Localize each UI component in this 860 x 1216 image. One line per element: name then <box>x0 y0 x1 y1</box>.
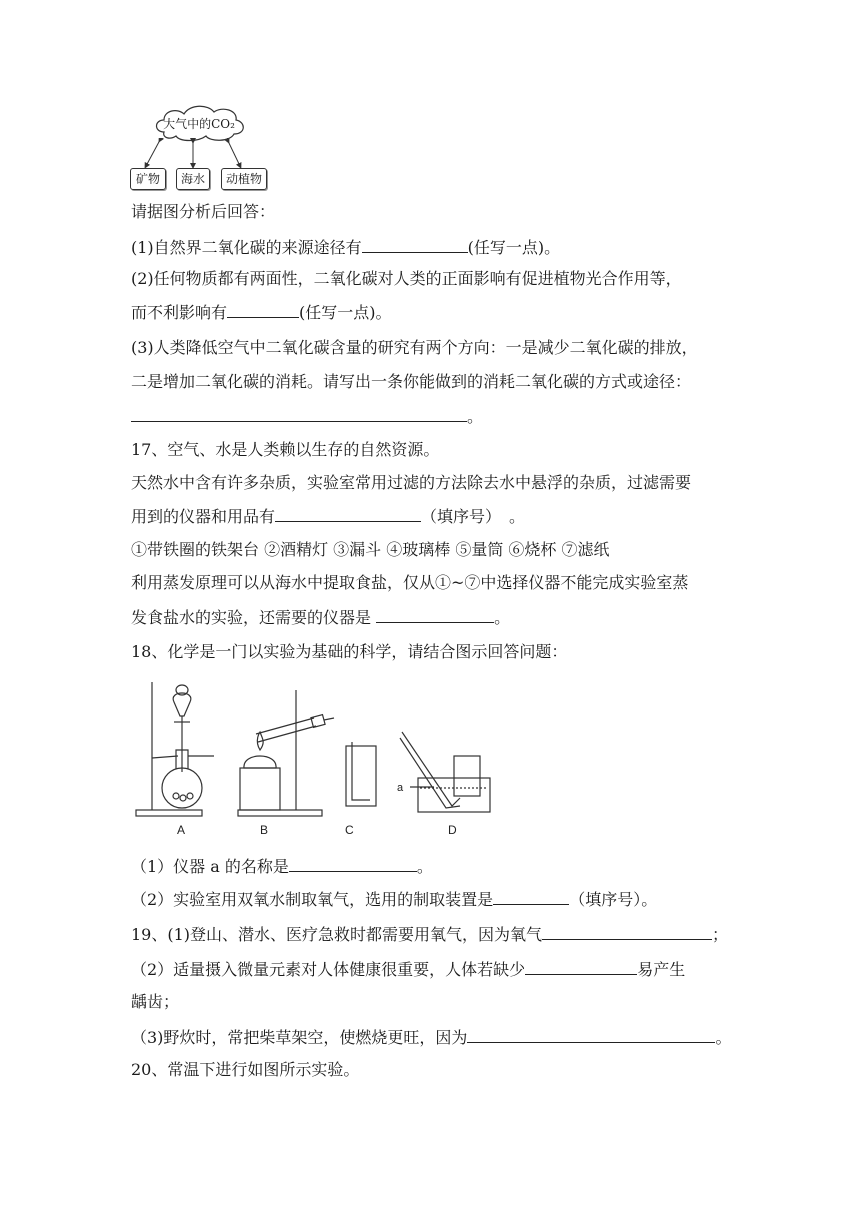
q16-p3-end: 。 <box>467 407 484 426</box>
alcohol-lamp <box>244 756 276 768</box>
arrow-life <box>228 141 240 166</box>
stand-b-base <box>238 810 322 816</box>
q19-line4 <box>131 1026 731 1049</box>
answer-blank[interactable] <box>227 301 299 318</box>
q18-sub2 <box>131 888 657 911</box>
box-organisms: 动植物 <box>221 168 267 190</box>
q16-part3-line3 <box>131 405 483 428</box>
answer-blank[interactable] <box>289 855 417 872</box>
q18-sub1 <box>131 855 433 878</box>
apparatus-label-a: A <box>177 823 186 837</box>
delivery-tube-d <box>402 732 460 806</box>
q19-l1-end: ； <box>712 925 729 944</box>
answer-blank[interactable] <box>376 606 494 623</box>
gas-jar-c <box>346 746 376 806</box>
q19-l2-end: 易产生 <box>637 960 686 979</box>
diagram-arrows <box>130 138 260 170</box>
answer-blank[interactable] <box>467 1026 715 1043</box>
q19-l4-end: 。 <box>715 1028 732 1047</box>
box-seawater: 海水 <box>176 168 210 190</box>
q16-part2-line1: (2)任何物质都有两面性，二氧化碳对人类的正面影响有促进植物光合作用等， <box>131 269 682 288</box>
stand-a-base <box>136 810 202 816</box>
bubble <box>187 793 193 799</box>
stand-a-clamp <box>152 756 178 758</box>
q19-line1 <box>131 923 728 946</box>
bubble <box>173 793 179 799</box>
q17-l5-text: 发食盐水的实验，还需要的仪器是 <box>131 608 377 627</box>
q18-title: 18、化学是一门以实验为基础的科学，请结合图示回答问题： <box>131 642 568 661</box>
flask-a <box>162 768 202 808</box>
q16-part3-line2: 二是增加二氧化碳的消耗。请写出一条你能做到的消耗二氧化碳的方式或途径： <box>131 372 692 391</box>
cloud-label-wrap <box>155 106 243 140</box>
q17-l2-hint: （填序号） 。 <box>421 507 526 526</box>
q16-intro: 请据图分析后回答： <box>131 202 276 221</box>
tube-b-outlet <box>324 718 334 720</box>
arrow-mineral <box>146 140 160 166</box>
answer-blank[interactable] <box>275 505 421 522</box>
q18-s1-text: （1）仪器 a 的名称是 <box>131 857 289 876</box>
q17-options: ①带铁圈的铁架台 ②酒精灯 ③漏斗 ④玻璃棒 ⑤量筒 ⑥烧杯 ⑦滤纸 <box>131 540 610 559</box>
collecting-bottle-d <box>454 756 480 796</box>
answer-blank[interactable] <box>362 236 468 253</box>
apparatus-label-d: D <box>448 823 457 837</box>
lamp-block <box>240 768 280 810</box>
q17-title: 17、空气、水是人类赖以生存的自然资源。 <box>131 440 440 459</box>
q17-line5 <box>131 606 510 629</box>
apparatus-figure <box>134 676 504 840</box>
apparatus-label-b: B <box>260 823 269 837</box>
label-a: a <box>397 782 404 794</box>
q18-s2-hint: （填序号）。 <box>569 890 658 909</box>
q20-title: 20、常温下进行如图所示实验。 <box>131 1060 360 1079</box>
q19-l4-text: （3)野炊时，常把柴草架空，使燃烧更旺，因为 <box>131 1028 468 1047</box>
q17-line4: 利用蒸发原理可以从海水中提取食盐，仅从①~⑦中选择仪器不能完成实验室蒸 <box>131 573 689 592</box>
answer-blank[interactable] <box>542 923 712 940</box>
q16-p1-hint: (任写一点)。 <box>467 238 561 257</box>
q18-s1-end: 。 <box>416 857 433 876</box>
test-tube-b <box>256 718 314 734</box>
answer-blank[interactable] <box>525 958 637 975</box>
q18-s2-text: （2）实验室用双氧水制取氧气，选用的制取装置是 <box>131 890 494 909</box>
q16-part2-line2 <box>131 301 392 324</box>
q17-l5-end: 。 <box>494 608 511 627</box>
q19-l2-text: （2）适量摄入微量元素对人体健康很重要，人体若缺少 <box>131 960 526 979</box>
funnel-a <box>173 693 191 716</box>
q16-part1 <box>131 236 560 259</box>
q17-line1: 天然水中含有许多杂质，实验室常用过滤的方法除去水中悬浮的杂质，过滤需要 <box>131 473 692 492</box>
q17-l2-text: 用到的仪器和用品有 <box>131 507 276 526</box>
q19-line2 <box>131 958 685 981</box>
box-mineral: 矿物 <box>130 168 166 190</box>
q17-line2 <box>131 505 525 528</box>
q16-part3-line1: (3)人类降低空气中二氧化碳含量的研究有两个方向：一是减少二氧化碳的排放， <box>131 338 698 357</box>
bubble <box>180 795 186 801</box>
stopper-b <box>311 715 325 728</box>
q19-l1-text: 19、(1)登山、潜水、医疗急救时都需要用氧气，因为氧气 <box>131 925 543 944</box>
q16-p2-text: 而不利影响有 <box>131 303 228 322</box>
answer-blank[interactable] <box>493 888 569 905</box>
q16-p1-text: (1)自然界二氧化碳的来源途径有 <box>131 238 362 257</box>
apparatus-label-c: C <box>345 823 354 837</box>
test-tube-b-lower <box>258 726 316 742</box>
tube-c <box>352 742 370 800</box>
answer-blank[interactable] <box>131 405 467 422</box>
q16-p2-hint: (任写一点)。 <box>299 303 392 322</box>
q19-line3: 龋齿； <box>131 992 180 1011</box>
co2-label: 大气中的CO₂ <box>163 117 235 131</box>
